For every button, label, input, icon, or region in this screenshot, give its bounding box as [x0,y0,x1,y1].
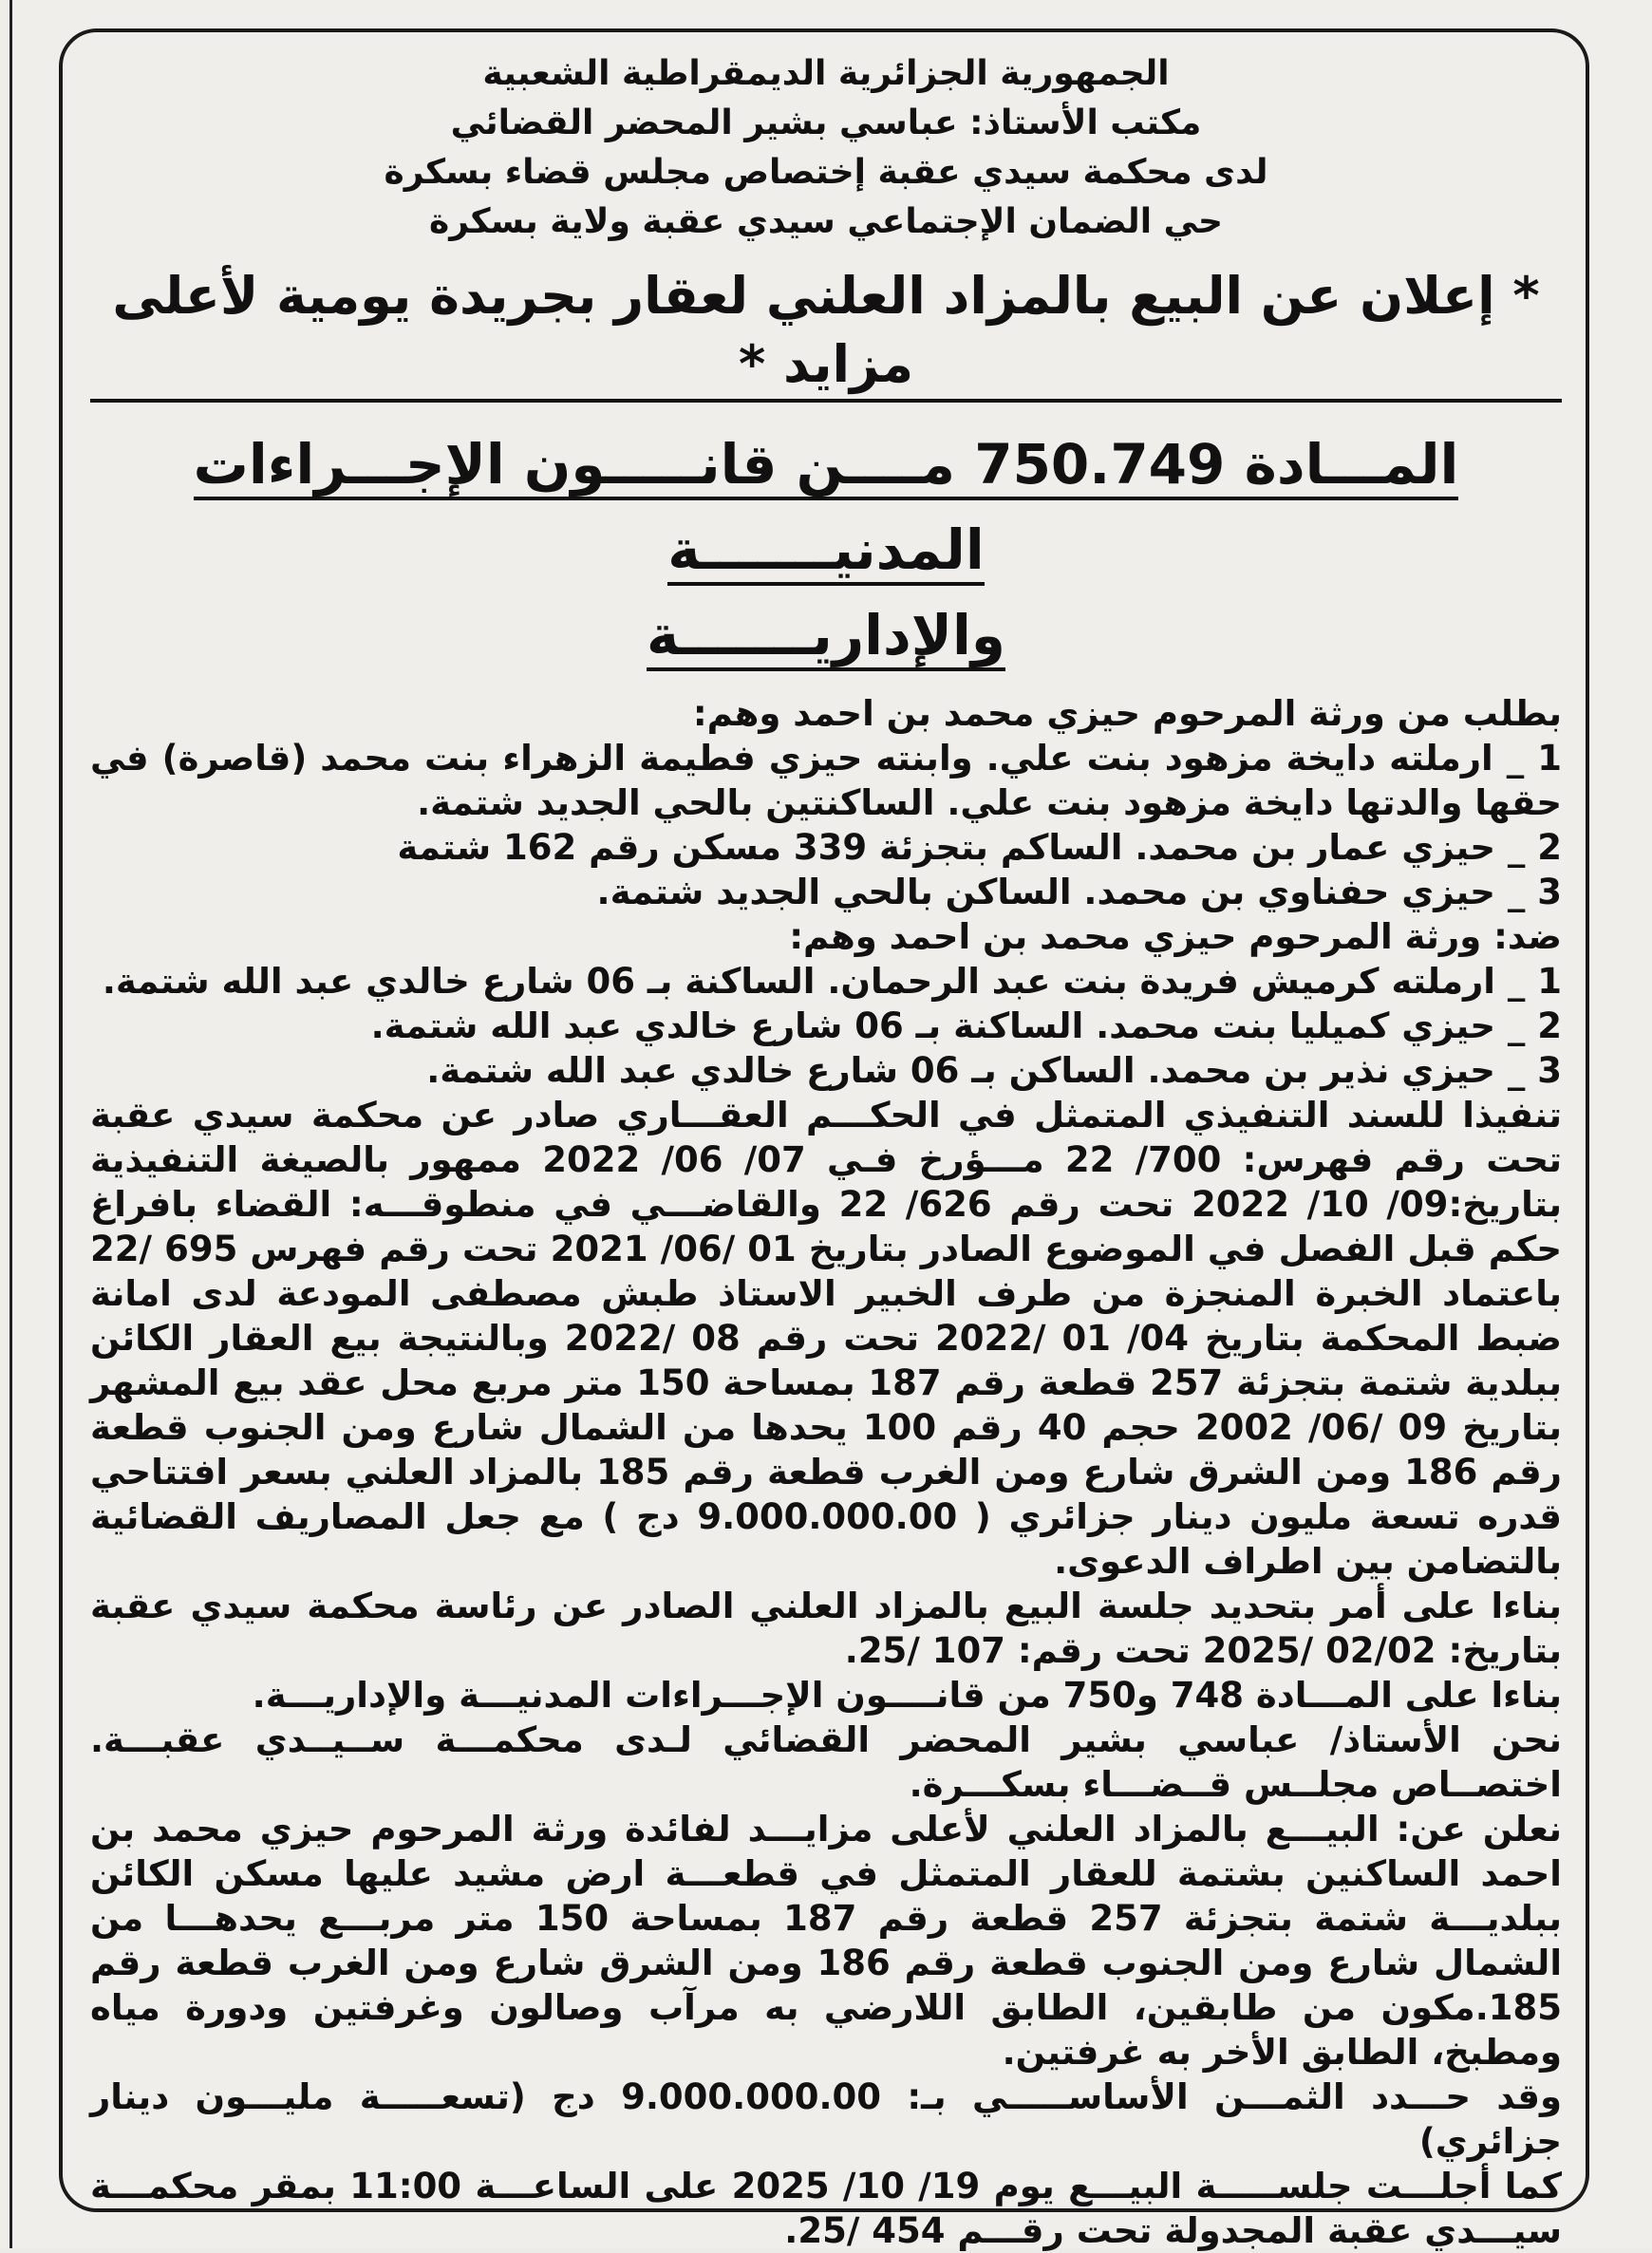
paragraph-session-date: كما أجلـــت جلســـــة البيـــع يوم 19/ 10/ 2025 على الساعـــة 11:00 بمقر محكمـــة سيـــدي عقبة المجدولة تحت رقـــم 454 /25. [90,2166,1562,2251]
paragraph-sale-notice: نعلن عن: البيـــع بالمزاد العلني لأعلى مزايـــد لفائدة ورثة المرحوم حيزي محمد بن احمد الساكنين بشتمة للعقار المتمثل في قطعـــة ارض مشيد عليها مسكن الكائن ببلديـــة شتمة بتجزئة 257 قطعة رقم 187 بمساحة 150 متر مربـــع يحدهـــا من الشمال شارع ومن الجنوب قطعة رقم 186 ومن الشرق شارع ومن الغرب قطعة رقم 185.مكون من طابقين، الطابق اللارضي به مرآب وصالون وغرفتين ودورة مياه ومطبخ، الطابق الأخر به غرفتين. [90,1809,1563,2073]
paragraph-defendant-1: 1 _ ارملته كرميش فريدة بنت عبد الرحمان. الساكنة بـ 06 شارع خالدي عبد الله شتمة. [102,961,1562,1002]
paragraph-base-price: وقد حـــدد الثمـــن الأساســـــي بـ: 9.000.000.00 دج (تسعـــــة مليـــون دينار جزائري) [90,2076,1562,2162]
announcement-title: * إعلان عن البيع بالمزاد العلني لعقار بجريدة يومية لأعلى مزايد * [90,262,1562,403]
article-line-1: المـــادة 750.749 مــــن قانـــــون الإجـــراءات المدنيـــــــة [194,432,1459,586]
paragraph-legal-basis: بناءا على المـــادة 748 و750 من قانــــون الإجـــراءات المدنيـــة والإداريـــة. [252,1675,1562,1716]
header-court: لدى محكمة سيدي عقبة إختصاص مجلس قضاء بسكرة [384,153,1268,192]
paragraph-against: ضد: ورثة المرحوم حيزي محمد بن احمد وهم: [789,916,1562,957]
page-edge-line [9,0,12,2248]
header-office: مكتب الأستاذ: عباسي بشير المحضر القضائي [450,103,1202,142]
paragraph-requester-2: 2 _ حيزي عمار بن محمد. الساكم بتجزئة 339 مسكن رقم 162 شتمة [397,827,1562,868]
paragraph-requester-1: 1 _ ارملته دايخة مزهود بنت علي. وابنته حيزي فطيمة الزهراء بنت محمد (قاصرة) في حقها والدتها دايخة مزهود بنت علي. الساكنتين بالحي الجديد شتمة. [90,738,1562,823]
header-republic: الجمهورية الجزائرية الديمقراطية الشعبية [482,54,1170,93]
paragraph-order: بناءا على أمر بتحديد جلسة البيع بالمزاد العلني الصادر عن رئاسة محكمة سيدي عقبة بتاريخ: 02/02 /2025 تحت رقم: 107 /25. [90,1586,1562,1671]
paragraph-judgment: تنفيذا للسند التنفيذي المتمثل في الحكـــم العقـــاري صادر عن محكمة سيدي عقبة تحت رقم فهرس: 700/ 22 مـــؤرخ فـي 07/ 06/ 2022 ممهور بالصيغة التنفيذية بتاريخ:09/ 10/ 2022 تحت رقم 626/ 22 والقاضـــي في منطوقـــه: القضاء بافراغ حكم قبل الفصل في الموضوع الصادر بتاريخ 01 /06/ 2021 تحت رقم فهرس 695 /22 باعتماد الخبرة المنجزة من طرف الخبير الاستاذ طبش مصطفى المودعة لدى امانة ضبط المحكمة بتاريخ 04/ 01 /2022 تحت رقم 08 /2022 وبالنتيجة بيع العقار الكائن ببلدية شتمة بتجزئة 257 قطعة رقم 187 بمساحة 150 متر مربع محل عقد بيع المشهر بتاريخ 09 /06/ 2002 حجم 40 رقم 100 يحدها من الشمال شارع ومن الجنوب قطعة رقم 186 ومن الشرق شارع ومن الغرب قطعة رقم 185 بالمزاد العلني بسعر افتتاحي قدره تسعة مليون دينار جزائري ( 9.000.000.00 دج ) مع جعل المصاريف القضائية بالتضامن بين اطراف الدعوى. [90,1095,1563,1582]
paragraph-requester-3: 3 _ حيزي حفناوي بن محمد. الساكن بالحي الجديد شتمة. [596,872,1562,912]
announcement-body [90,691,1562,2253]
paragraph-requesters: بطلب من ورثة المرحوم حيزي محمد بن احمد وهم: [692,693,1562,734]
paragraph-defendant-3: 3 _ حيزي نذير بن محمد. الساكن بـ 06 شارع خالدي عبد الله شتمة. [426,1050,1562,1091]
document-content [90,49,1562,2253]
paragraph-defendant-2: 2 _ حيزي كميليا بنت محمد. الساكنة بـ 06 شارع خالدي عبد الله شتمة. [370,1005,1562,1046]
document-header [90,49,1562,247]
header-address: حي الضمان الإجتماعي سيدي عقبة ولاية بسكرة [429,202,1223,241]
article-line-2: والإداريـــــــة [647,603,1005,671]
article-reference [90,422,1562,678]
paragraph-bailiff: نحن الأستاذ/ عباسي بشير المحضر القضائي لـدى محكمـــة ســيــدي عقبـــة. اختصــاص مجلــس قــضـــاء بسكـــرة. [90,1719,1562,1805]
